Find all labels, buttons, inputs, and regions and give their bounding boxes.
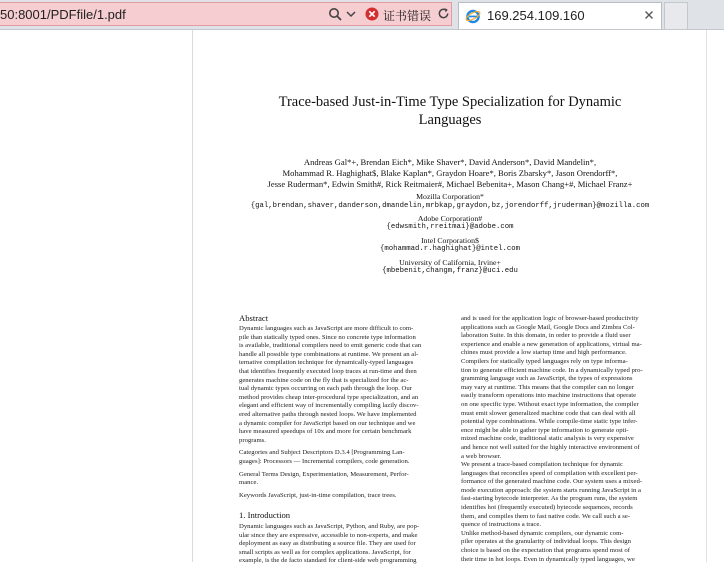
affiliation-name: Mozilla Corporation* (416, 192, 484, 201)
text-line: quence of instructions a trace. (461, 521, 542, 529)
affiliation-name: Intel Corporation$ (421, 236, 479, 245)
text-line: Compilers for statically typed languages rely on type informa- (461, 357, 628, 365)
certificate-error-label[interactable]: 证书错误 (383, 9, 432, 23)
text-line: their time in hot loops. Even in dynamically typed languages, we (461, 555, 635, 563)
abstract-heading: Abstract (239, 313, 269, 323)
text-line: example, is the de facto standard for client-side web programming (239, 557, 417, 565)
refresh-icon[interactable] (437, 7, 450, 20)
text-line: tual dynamic types occurring on each path through the loop. Our (239, 385, 412, 393)
categories-line: guages]: Processors — Incremental compilers, code generation. (239, 457, 410, 465)
text-line: tion to generate efficient machine code. In a dynamically typed pro- (461, 366, 643, 374)
tab-active[interactable] (458, 2, 662, 29)
text-line: that identifies frequently executed loop traces at run-time and then (239, 367, 417, 375)
text-line: choice is based on the expectation that programs spend most of (461, 547, 630, 555)
abstract-body (239, 325, 453, 500)
text-line: and hence not well suited for the highly interactive environment of (461, 443, 640, 451)
text-line: them, and compiles them to fast native code. We call such a se- (461, 512, 631, 520)
text-line: elegant and efficient way of incrementally compiling lazily discov- (239, 402, 419, 410)
address-bar[interactable] (0, 2, 452, 26)
keywords-line: Keywords JavaScript, just-in-time compilation, trace trees. (239, 491, 397, 499)
text-line: may vary at runtime. This means that the compiler can no longer (461, 383, 634, 391)
text-line: pile than statically typed ones. Since no concrete type information (239, 333, 416, 341)
affiliation-name: University of California, Irvine+ (399, 258, 501, 267)
author-line: Andreas Gal*+, Brendan Eich*, Mike Shaver*, David Anderson*, David Mandelin*, (303, 157, 597, 167)
pdf-viewer (0, 30, 724, 565)
text-line: generates machine code on the fly that is specialized for the ac- (239, 376, 409, 384)
text-line: formance of the generated machine code. Our system uses a mixed- (461, 478, 643, 486)
text-line: gramming language such as JavaScript, the types of expressions (461, 375, 633, 383)
paper-title-line-2: Languages (418, 112, 482, 128)
text-line: We present a trace-based compilation technique for dynamic (461, 461, 623, 469)
chevron-down-icon[interactable] (346, 9, 356, 19)
pdf-page (194, 30, 706, 565)
text-line: languages that reconciles speed of compilation with excellent per- (461, 469, 638, 477)
paper-title-line-1: Trace-based Just-in-Time Type Specialization for Dynamic (278, 94, 622, 110)
text-line: a dynamic compiler for JavaScript based on our technique and we (239, 419, 416, 427)
affiliation-email: {mohammad.r.haghighat}@intel.com (379, 245, 521, 253)
text-line: on one specific type. Without exact type information, the compiler (461, 400, 639, 408)
general-terms-line: General Terms Design, Experimentation, Measurement, Perfor- (239, 470, 409, 478)
text-line: mode execution approach: the system starts running JavaScript in a (461, 486, 641, 494)
right-column-body (461, 315, 675, 564)
general-terms-line: mance. (239, 479, 259, 487)
search-icon[interactable] (328, 7, 342, 21)
text-line: ternative compilation technique for dynamically-typed languages (239, 359, 414, 367)
text-line: easily transform operations into machine instructions that operate (461, 392, 637, 400)
address-text[interactable]: 50:8001/PDFfile/1.pdf (0, 7, 126, 22)
author-line: Jesse Ruderman*, Edwin Smith#, Rick Reitmaier#, Michael Bebenita+, Mason Chang+#, Michael Franz+ (267, 179, 633, 189)
new-tab-button[interactable] (664, 2, 688, 29)
text-line: ered alternative paths through nested loops. We have implemented (239, 410, 417, 418)
text-line: mized machine code, traditional static analysis is very expensive (461, 435, 634, 443)
browser-toolbar (0, 0, 724, 30)
text-line: a web browser. (461, 452, 502, 460)
introduction-heading: 1. Introduction (239, 510, 291, 520)
vertical-scrollbar[interactable] (706, 30, 724, 562)
viewer-left-margin (0, 30, 193, 562)
text-line: Dynamic languages such as JavaScript, Python, and Ruby, are pop- (239, 523, 420, 530)
text-line: handle all possible type combinations at runtime. We present an al- (239, 350, 419, 358)
text-line: Unlike method-based dynamic compilers, our dynamic com- (461, 529, 624, 537)
text-line: must emit slower generalized machine code that can deal with all (461, 409, 636, 417)
certificate-error-icon[interactable] (365, 7, 379, 21)
text-line: identifies hot (frequently executed) bytecode sequences, records (461, 504, 633, 512)
text-line: small scripts as well as for complex applications. JavaScript, for (239, 548, 411, 556)
categories-line: Categories and Subject Descriptors D.3.4 [Programming Lan- (239, 449, 405, 457)
affiliation-name: Adobe Corporation# (417, 214, 483, 223)
internet-explorer-icon (465, 8, 481, 24)
tab-title[interactable]: 169.254.109.160 (487, 8, 585, 23)
affiliation-email: {mbebenit,changm,franz}@uci.edu (382, 267, 518, 275)
text-line: laboration Suite. In this domain, in order to provide a fluid user (461, 332, 631, 340)
text-line: applications such as Google Mail, Google Docs and Zimbra Col- (461, 323, 635, 331)
introduction-body (239, 523, 453, 566)
text-line: ular since they are expressive, accessible to non-experts, and make (239, 531, 418, 539)
text-line: fast-starting bytecode interpreter. As the program runs, the system (461, 495, 638, 503)
text-line: is available, traditional compilers need to emit generic code that can (239, 342, 422, 350)
text-line: programs. (239, 436, 266, 444)
text-line: potential type combinations. While compile-time static type infer- (461, 418, 638, 426)
text-line: have measured speedups of 10x and more for certain benchmark (239, 428, 412, 436)
close-icon[interactable] (644, 10, 654, 20)
text-line: Dynamic languages such as JavaScript are more difficult to com- (239, 325, 414, 332)
text-line: chines must provide a low startup time and high performance. (461, 349, 627, 357)
text-line: and is used for the application logic of browser-based productivity (461, 315, 639, 322)
text-line: experience and enable a new generation of applications, virtual ma- (461, 340, 642, 348)
author-line: Mohammad R. Haghighat$, Blake Kaplan*, Graydon Hoare*, Boris Zbarsky*, Jason Orendorff*, (282, 168, 618, 178)
text-line: ence might be able to gather type information to generate opti- (461, 426, 629, 434)
affiliation-email: {edwsmith,rreitmai}@adobe.com (386, 223, 514, 231)
text-line: piler operates at the granularity of individual loops. This design (461, 538, 631, 546)
text-line: deployment as easy as distributing a source file. They are used for (239, 540, 416, 548)
text-line: method provides cheap inter-procedural type specialization, and an (239, 393, 419, 401)
affiliation-email: {gal,brendan,shaver,danderson,dmandelin,mrbkap,graydon,bz,jorendorff,jruderman}@mozilla.com (250, 202, 650, 210)
